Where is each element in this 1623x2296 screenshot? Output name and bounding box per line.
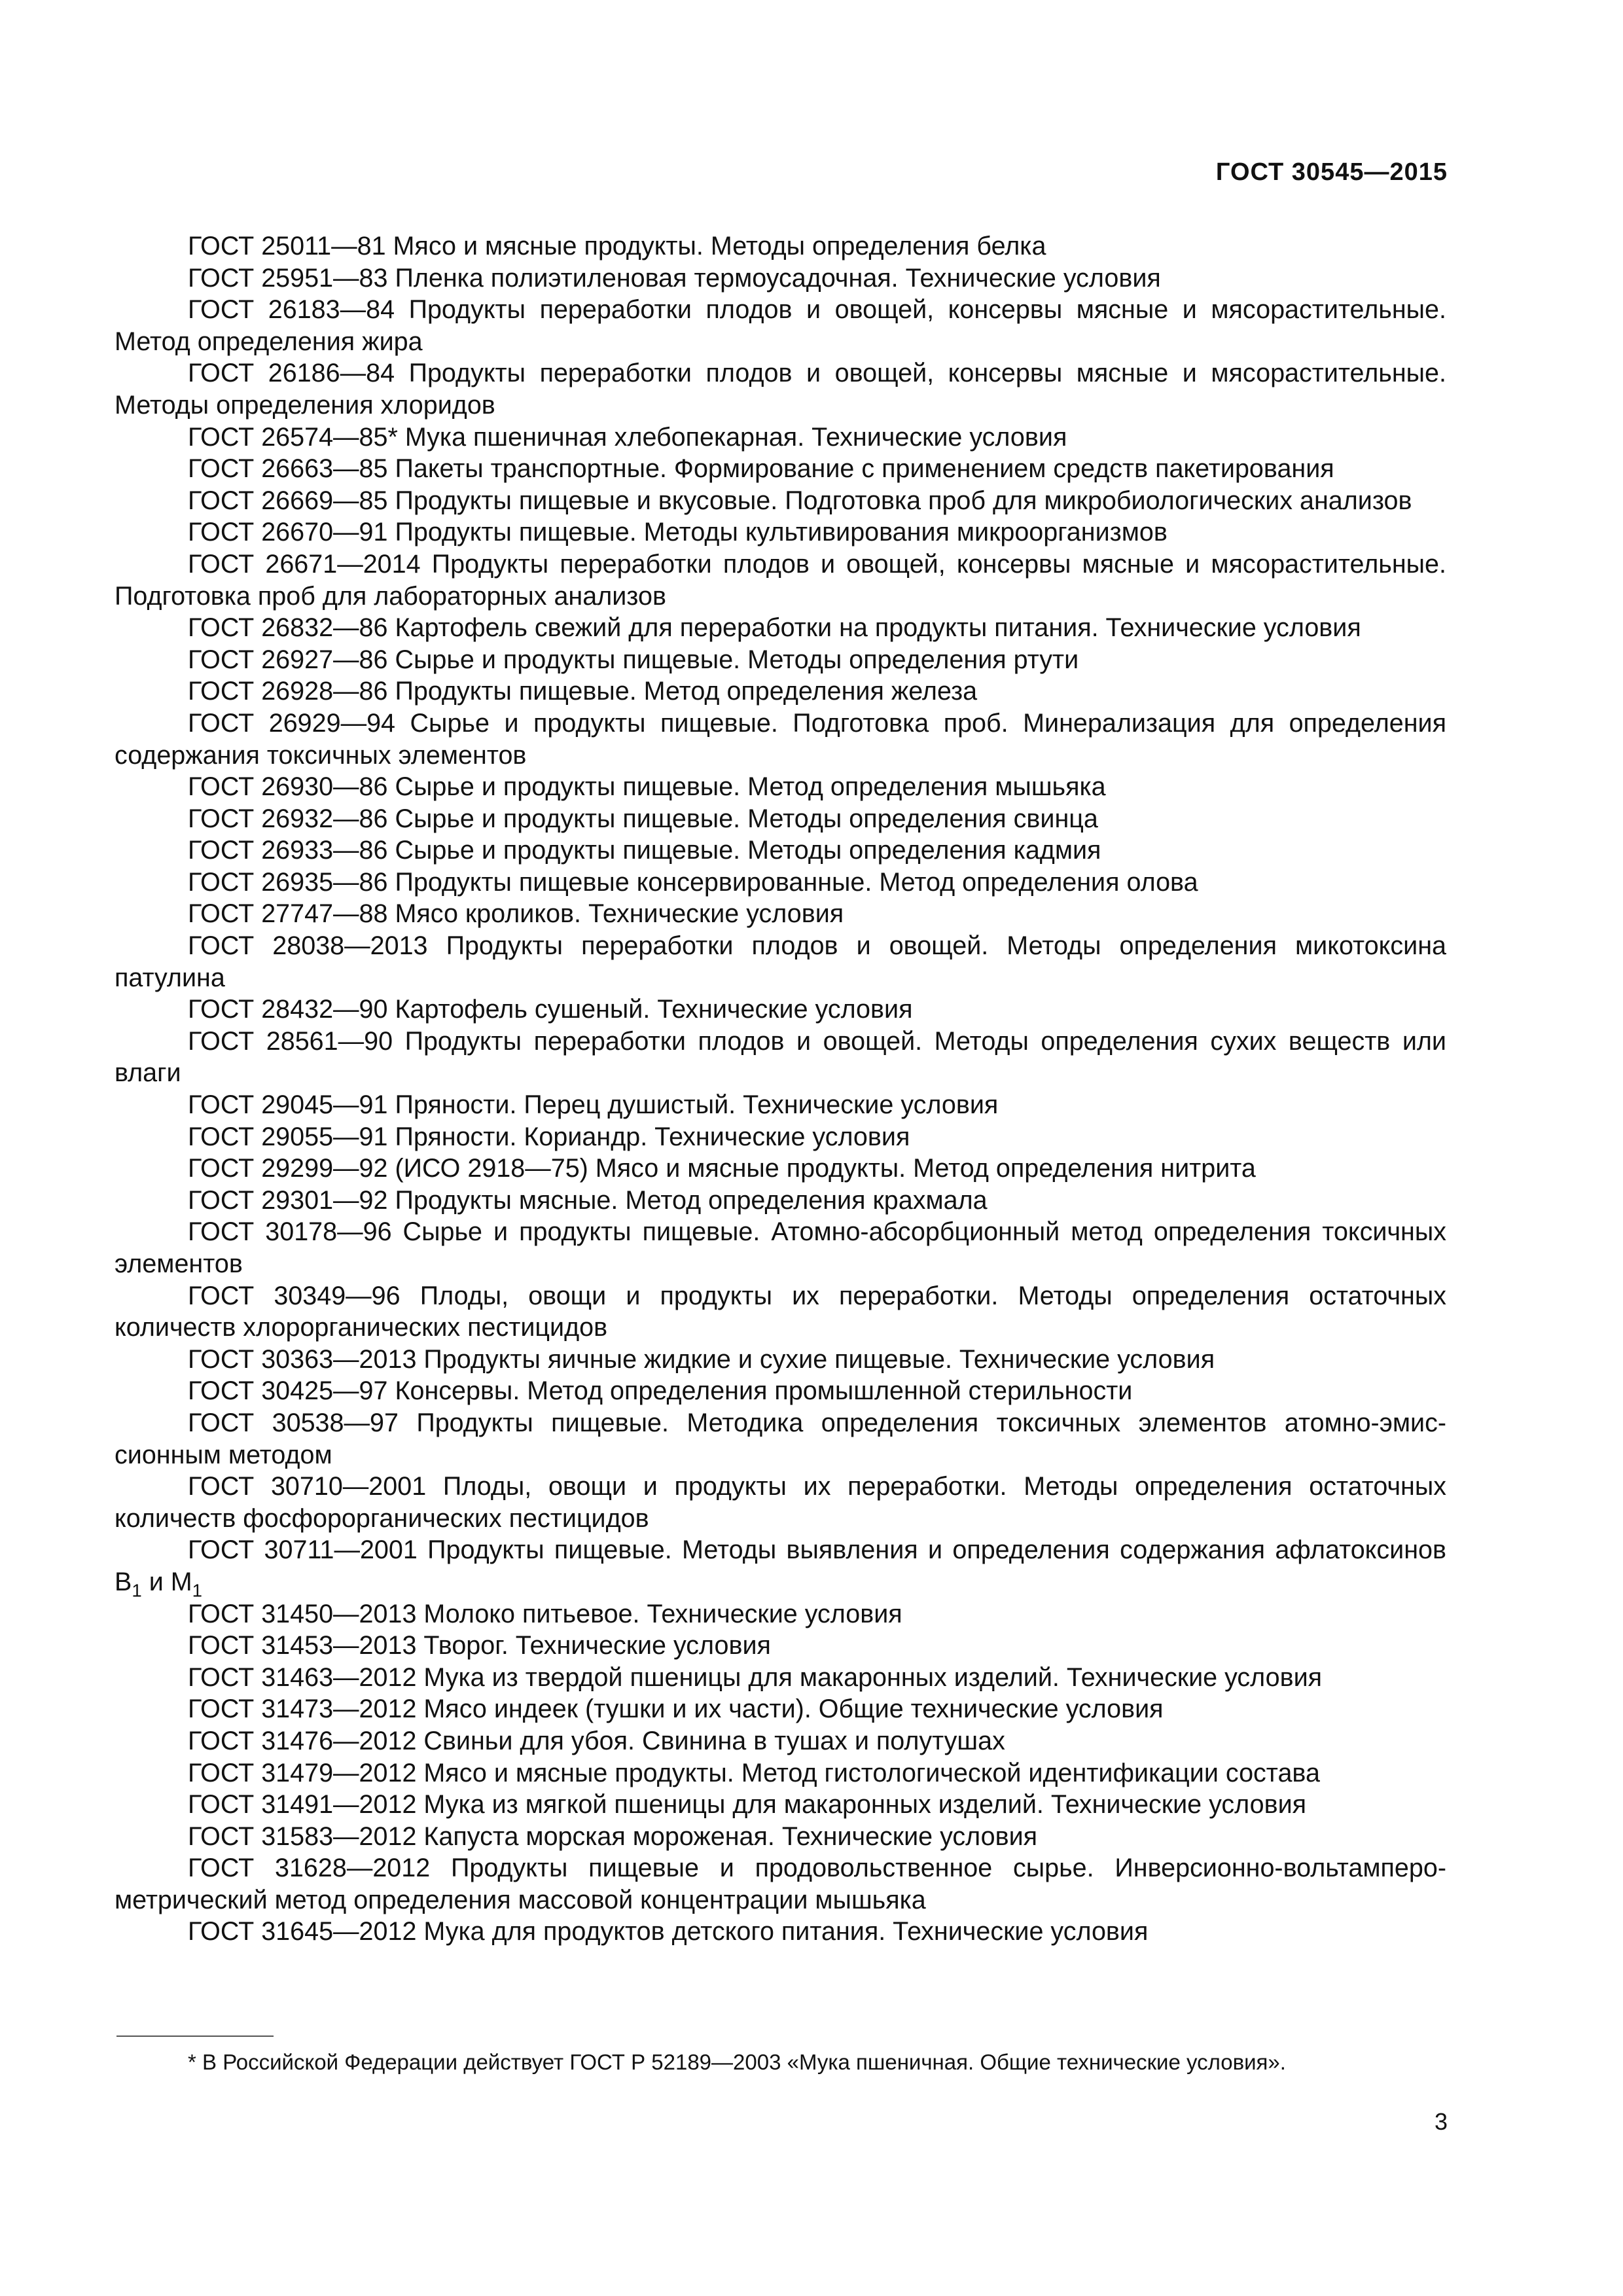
reference-item: ГОСТ 26663—85 Пакеты транспортные. Формирование с применением средств пакетирования <box>188 454 1334 484</box>
page-number: 3 <box>1434 2108 1448 2135</box>
reference-item: ГОСТ 31453—2013 Творог. Технические условия <box>188 1631 771 1660</box>
reference-item: ГОСТ 26932—86 Сырье и продукты пищевые. Методы определения свинца <box>188 804 1098 833</box>
reference-item: ГОСТ 30710—2001 Плоды, овощи и продукты их переработки. Методы определения остаточных количеств фосфорорганических пестицидов <box>115 1472 1446 1533</box>
reference-item: ГОСТ 29045—91 Пряности. Перец душистый. Технические условия <box>188 1090 999 1120</box>
reference-item: ГОСТ 29299—92 (ИСО 2918—75) Мясо и мясные продукты. Метод определения нитрита <box>188 1154 1256 1183</box>
reference-item: ГОСТ 25011—81 Мясо и мясные продукты. Методы определения белка <box>188 232 1046 260</box>
reference-item-aflatoxins <box>115 1534 1446 1601</box>
reference-item: ГОСТ 26186—84 Продукты переработки плодов и овощей, консервы мясные и мясорастительные. Методы определения хлоридов <box>115 359 1446 420</box>
reference-item: ГОСТ 31476—2012 Свиньи для убоя. Свинина в тушах и полутушах <box>188 1726 1005 1755</box>
footnote: * В Российской Федерации действует ГОСТ Р 52189—2003 «Мука пшеничная. Общие технические условия». <box>188 2050 1286 2074</box>
reference-item: ГОСТ 26927—86 Сырье и продукты пищевые. Методы определения ртути <box>188 645 1079 674</box>
reference-item: ГОСТ 31479—2012 Мясо и мясные продукты. Метод гистологической идентификации состава <box>188 1758 1320 1787</box>
reference-item: ГОСТ 26832—86 Картофель свежий для переработки на продукты питания. Технические условия <box>188 613 1361 643</box>
reference-item: ГОСТ 26183—84 Продукты переработки плодов и овощей, консервы мясные и мясорастительные. Метод определения жира <box>115 295 1446 356</box>
reference-item: ГОСТ 31628—2012 Продукты пищевые и продовольственное сырье. Инверсионно-вольтамперометрический метод определения массовой концентрации мышьяка <box>115 1854 1446 1914</box>
reference-item: ГОСТ 25951—83 Пленка полиэтиленовая термоусадочная. Технические условия <box>188 263 1161 293</box>
reference-item: ГОСТ 26671—2014 Продукты переработки плодов и овощей, консервы мясные и мясорастительные. Подготовка проб для лабораторных анализов <box>115 549 1446 611</box>
reference-item: ГОСТ 30178—96 Сырье и продукты пищевые. Атомно-абсорбционный метод определения токсичных элементов <box>115 1217 1446 1278</box>
document-code-header: ГОСТ 30545—2015 <box>1215 158 1448 186</box>
reference-item: ГОСТ 31645—2012 Мука для продуктов детского питания. Технические условия <box>188 1917 1149 1946</box>
normative-references-list <box>115 230 1446 1948</box>
reference-item: ГОСТ 29055—91 Пряности. Кориандр. Технические условия <box>188 1122 910 1151</box>
reference-item: ГОСТ 26928—86 Продукты пищевые. Метод определения железа <box>188 677 978 706</box>
reference-item: ГОСТ 28561—90 Продукты переработки плодов и овощей. Методы определения сухих веществ или влаги <box>115 1026 1446 1088</box>
reference-item: ГОСТ 26669—85 Продукты пищевые и вкусовые. Подготовка проб для микробиологических анализов <box>188 486 1412 515</box>
reference-item: ГОСТ 30425—97 Консервы. Метод определения промышленной стерильности <box>188 1376 1133 1406</box>
reference-item: ГОСТ 30538—97 Продукты пищевые. Методика определения токсичных элементов атомно-эмиссионным методом <box>115 1408 1446 1469</box>
reference-text: ГОСТ 30711—2001 Продукты пищевые. Методы выявления и определения содержания афлатоксинов В <box>115 1535 1446 1596</box>
subscript-index: 1 <box>132 1580 142 1601</box>
reference-item: ГОСТ 28432—90 Картофель сушеный. Технические условия <box>188 995 913 1024</box>
reference-item: ГОСТ 26670—91 Продукты пищевые. Методы культивирования микроорганизмов <box>188 518 1168 547</box>
reference-item: ГОСТ 31583—2012 Капуста морская мороженая. Технические условия <box>188 1821 1038 1851</box>
reference-item: ГОСТ 26929—94 Сырье и продукты пищевые. Подготовка проб. Минерализация для определения содержания токсичных элементов <box>115 708 1446 770</box>
reference-item: ГОСТ 31473—2012 Мясо индеек (тушки и их части). Общие технические условия <box>188 1695 1164 1724</box>
footnote-divider <box>116 2036 274 2037</box>
reference-item: ГОСТ 31491—2012 Мука из мягкой пшеницы для макаронных изделий. Технические условия <box>188 1790 1307 1820</box>
subscript-index: 1 <box>192 1580 203 1601</box>
reference-item: ГОСТ 29301—92 Продукты мясные. Метод определения крахмала <box>188 1185 988 1215</box>
reference-item: ГОСТ 27747—88 Мясо кроликов. Технические условия <box>188 899 844 929</box>
reference-item: ГОСТ 31450—2013 Молоко питьевое. Технические условия <box>188 1599 902 1628</box>
reference-item: ГОСТ 30363—2013 Продукты яичные жидкие и сухие пищевые. Технические условия <box>188 1344 1215 1374</box>
reference-item: ГОСТ 26574—85* Мука пшеничная хлебопекарная. Технические условия <box>188 422 1067 452</box>
reference-text: и М <box>141 1567 192 1596</box>
reference-item: ГОСТ 26935—86 Продукты пищевые консервированные. Метод определения олова <box>188 867 1198 897</box>
reference-item: ГОСТ 30349—96 Плоды, овощи и продукты их переработки. Методы определения остаточных количеств хлорорганических пестицидов <box>115 1281 1446 1342</box>
reference-item: ГОСТ 26933—86 Сырье и продукты пищевые. Методы определения кадмия <box>188 836 1101 865</box>
reference-item: ГОСТ 28038—2013 Продукты переработки плодов и овощей. Методы определения микотоксина патулина <box>115 931 1446 992</box>
reference-item: ГОСТ 31463—2012 Мука из твердой пшеницы для макаронных изделий. Технические условия <box>188 1662 1323 1692</box>
reference-item: ГОСТ 26930—86 Сырье и продукты пищевые. Метод определения мышьяка <box>188 772 1106 802</box>
